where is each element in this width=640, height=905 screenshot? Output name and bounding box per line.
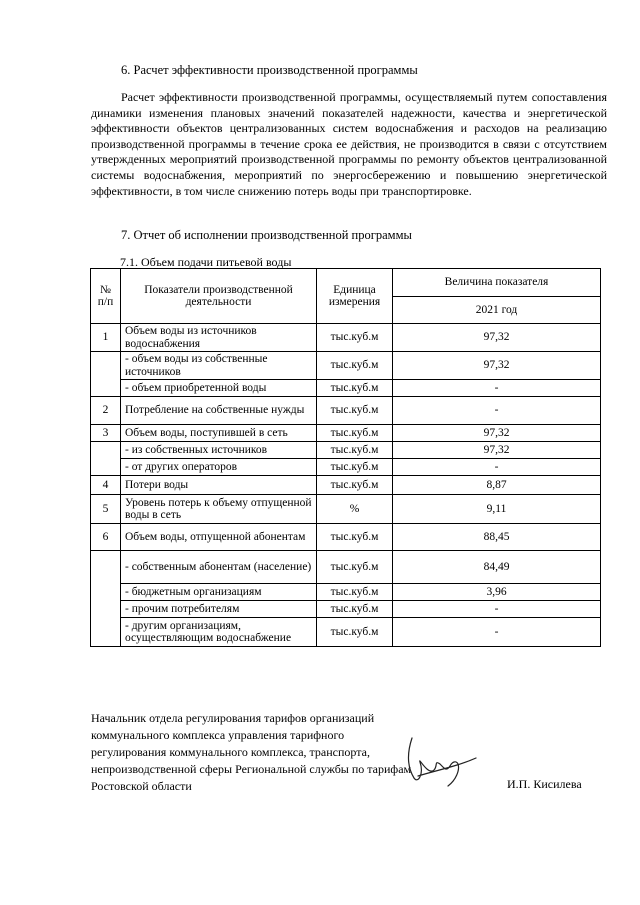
indicator-name: - объем воды из собственные источников bbox=[121, 352, 317, 380]
table-row bbox=[91, 324, 601, 352]
indicator-name: Потери воды bbox=[121, 476, 317, 495]
value-cell: 88,45 bbox=[393, 524, 601, 551]
value-cell: 97,32 bbox=[393, 324, 601, 352]
indicator-name: - объем приобретенной воды bbox=[121, 380, 317, 397]
row-number: 5 bbox=[91, 495, 121, 524]
value-cell: 97,32 bbox=[393, 352, 601, 380]
unit-cell: тыс.куб.м bbox=[317, 324, 393, 352]
row-number-empty bbox=[91, 618, 121, 647]
unit-cell: тыс.куб.м bbox=[317, 442, 393, 459]
table-row bbox=[91, 618, 601, 647]
table-body bbox=[91, 324, 601, 647]
unit-cell: тыс.куб.м bbox=[317, 584, 393, 601]
unit-cell: тыс.куб.м bbox=[317, 425, 393, 442]
table-row bbox=[91, 442, 601, 459]
header-unit: Единица измерения bbox=[317, 269, 393, 324]
indicator-name: Уровень потерь к объему отпущенной воды в сеть bbox=[121, 495, 317, 524]
table-row bbox=[91, 352, 601, 380]
indicator-name: - бюджетным организациям bbox=[121, 584, 317, 601]
table-row bbox=[91, 380, 601, 397]
value-cell: 9,11 bbox=[393, 495, 601, 524]
table-row bbox=[91, 495, 601, 524]
row-number: 2 bbox=[91, 397, 121, 425]
table-row bbox=[91, 459, 601, 476]
unit-cell: тыс.куб.м bbox=[317, 459, 393, 476]
value-cell: 84,49 bbox=[393, 551, 601, 584]
header-num: № п/п bbox=[91, 269, 121, 324]
indicator-name: - собственным абонентам (население) bbox=[121, 551, 317, 584]
value-cell: - bbox=[393, 601, 601, 618]
section-6-title: 6. Расчет эффективности производственной программы bbox=[121, 63, 418, 77]
row-number-empty bbox=[91, 352, 121, 380]
handwritten-signature bbox=[398, 730, 478, 792]
unit-cell: тыс.куб.м bbox=[317, 352, 393, 380]
header-indicator: Показатели производственной деятельности bbox=[121, 269, 317, 324]
table-row bbox=[91, 601, 601, 618]
indicator-name: Объем воды, отпущенной абонентам bbox=[121, 524, 317, 551]
indicator-name: Потребление на собственные нужды bbox=[121, 397, 317, 425]
value-cell: - bbox=[393, 380, 601, 397]
value-cell: - bbox=[393, 459, 601, 476]
unit-cell: тыс.куб.м bbox=[317, 551, 393, 584]
signature-position: Начальник отдела регулирования тарифов организаций коммунального комплекса управления тарифного регулирования коммунального комплекса, транспорта, непроизводственной сферы Региональной службы по тарифам Ростовской области bbox=[91, 711, 412, 793]
row-number-empty bbox=[91, 601, 121, 618]
row-number-empty bbox=[91, 459, 121, 476]
indicator-name: - из собственных источников bbox=[121, 442, 317, 459]
table-row bbox=[91, 476, 601, 495]
value-cell: 97,32 bbox=[393, 442, 601, 459]
table-caption: 7.1. Объем подачи питьевой воды bbox=[120, 255, 292, 269]
value-cell: 97,32 bbox=[393, 425, 601, 442]
indicator-name: Объем воды из источников водоснабжения bbox=[121, 324, 317, 352]
value-cell: 8,87 bbox=[393, 476, 601, 495]
header-value: Величина показателя bbox=[393, 269, 601, 297]
unit-cell: тыс.куб.м bbox=[317, 524, 393, 551]
signatory-name: И.П. Кисилева bbox=[507, 777, 582, 791]
indicator-name: Объем воды, поступившей в сеть bbox=[121, 425, 317, 442]
unit-cell: тыс.куб.м bbox=[317, 380, 393, 397]
unit-cell: тыс.куб.м bbox=[317, 601, 393, 618]
value-cell: 3,96 bbox=[393, 584, 601, 601]
unit-cell: тыс.куб.м bbox=[317, 618, 393, 647]
section-6-paragraph: Расчет эффективности производственной программы, осуществляемый путем сопоставления динамики изменения плановых значений показателей надежности, качества и энергетической эффективности объектов централизованных систем водоснабжения и расходов на реализацию производственной программы в течение срока ее действия, не производится в связи с отсутствием утвержденных мероприятий производственной программы по ремонту объектов централизованной системы водоснабжения, мероприятий по энергосбережению и повышению энергетической эффективности, в том числе снижению потерь воды при транспортировке. bbox=[91, 90, 607, 198]
value-cell: - bbox=[393, 618, 601, 647]
indicator-name: - другим организациям, осуществляющим водоснабжение bbox=[121, 618, 317, 647]
row-number-empty bbox=[91, 442, 121, 459]
unit-cell: тыс.куб.м bbox=[317, 476, 393, 495]
indicator-name: - прочим потребителям bbox=[121, 601, 317, 618]
row-number: 3 bbox=[91, 425, 121, 442]
unit-cell: тыс.куб.м bbox=[317, 397, 393, 425]
table-row bbox=[91, 551, 601, 584]
row-number: 4 bbox=[91, 476, 121, 495]
value-cell: - bbox=[393, 397, 601, 425]
row-number: 1 bbox=[91, 324, 121, 352]
row-number: 6 bbox=[91, 524, 121, 551]
header-year: 2021 год bbox=[393, 297, 601, 324]
table-row bbox=[91, 425, 601, 442]
row-number-empty bbox=[91, 584, 121, 601]
unit-cell: % bbox=[317, 495, 393, 524]
water-supply-table bbox=[90, 268, 601, 647]
table-row bbox=[91, 524, 601, 551]
table-row bbox=[91, 584, 601, 601]
row-number-empty bbox=[91, 380, 121, 397]
table-row bbox=[91, 397, 601, 425]
row-number-empty bbox=[91, 551, 121, 584]
indicator-name: - от других операторов bbox=[121, 459, 317, 476]
section-7-title: 7. Отчет об исполнении производственной программы bbox=[121, 228, 412, 242]
